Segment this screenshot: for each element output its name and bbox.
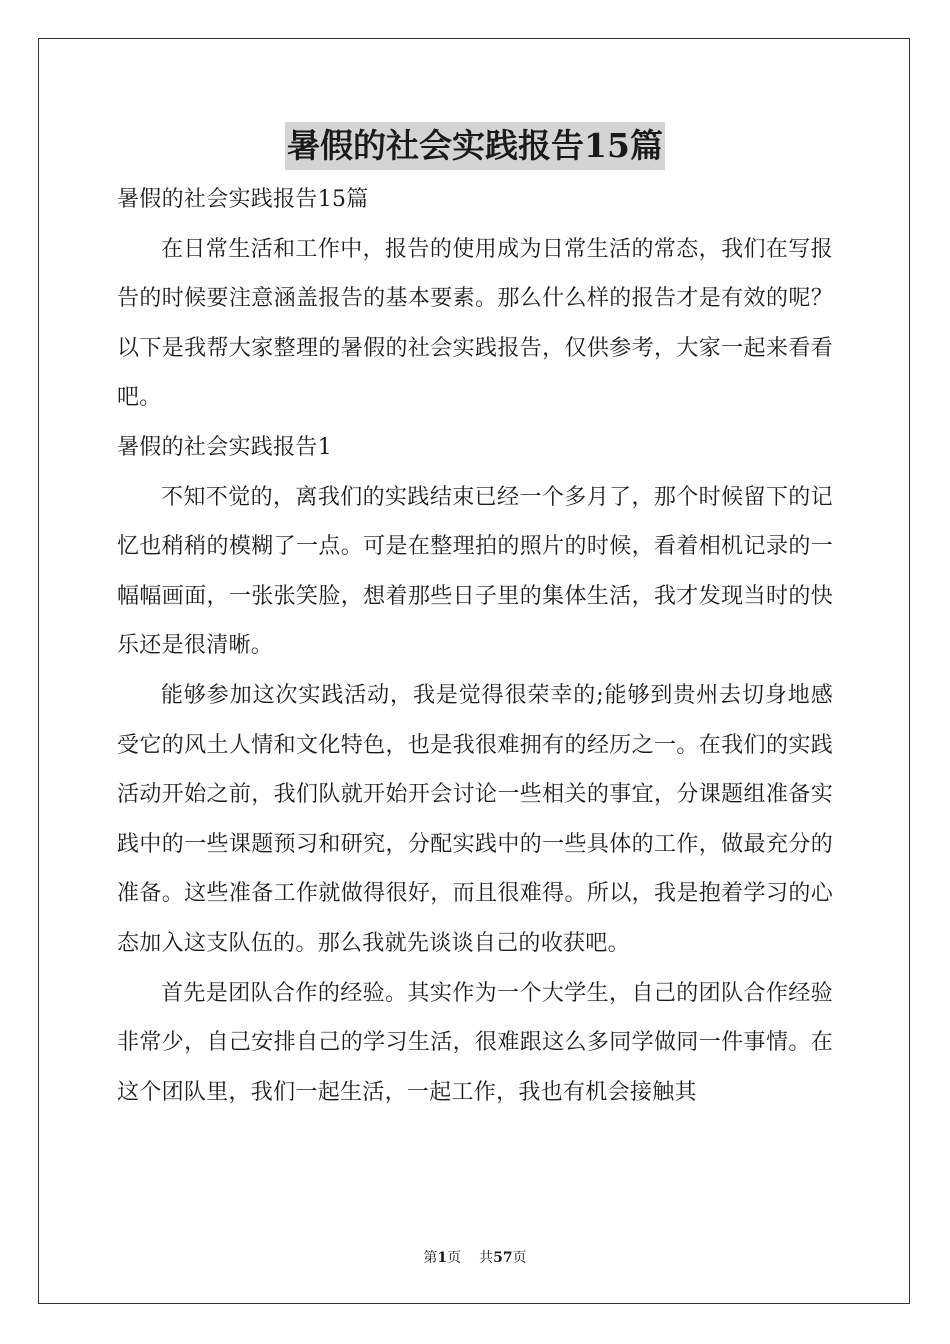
body-paragraph: 在日常生活和工作中，报告的使用成为日常生活的常态，我们在写报告的时候要注意涵盖报告的基本要素。那么什么样的报告才是有效的呢？以下是我帮大家整理的暑假的社会实践报告，仅供参考，大家一起来看看吧。 (117, 236, 833, 411)
title-container (0, 122, 950, 170)
body-paragraph: 能够参加这次实践活动，我是觉得很荣幸的;能够到贵州去切身地感受它的风土人情和文化特色，也是我很难拥有的经历之一。在我们的实践活动开始之前，我们队就开始开会讨论一些相关的事宜，分课题组准备实践中的一些课题预习和研究，分配实践中的一些具体的工作，做最充分的准备。这些准备工作就做得很好，而且很难得。所以，我是抱着学习的心态加入这支队伍的。那么我就先谈谈自己的收获吧。 (117, 682, 833, 956)
document-body (117, 175, 833, 1117)
section-heading: 暑假的社会实践报告15篇 (117, 187, 369, 212)
body-paragraph: 首先是团队合作的经验。其实作为一个大学生，自己的团队合作经验非常少，自己安排自己的学习生活，很难跟这么多同学做同一件事情。在这个团队里，我们一起生活，一起工作，我也有机会接触其 (117, 980, 833, 1105)
footer-total-prefix: 共 (479, 1250, 494, 1266)
footer-page-unit: 页 (447, 1250, 462, 1266)
page-footer (0, 1247, 950, 1267)
footer-page-prefix: 第 (423, 1250, 438, 1266)
document-title: 暑假的社会实践报告15篇 (285, 122, 665, 170)
footer-page-total: 57 (493, 1250, 513, 1266)
footer-total-unit: 页 (512, 1250, 527, 1266)
section-heading: 暑假的社会实践报告1 (117, 434, 332, 460)
body-paragraph: 不知不觉的，离我们的实践结束已经一个多月了，那个时候留下的记忆也稍稍的模糊了一点。可是在整理拍的照片的时候，看着相机记录的一幅幅画面，一张张笑脸，想着那些日子里的集体生活，我才发现当时的快乐还是很清晰。 (117, 484, 833, 659)
footer-page-current: 1 (437, 1250, 448, 1266)
